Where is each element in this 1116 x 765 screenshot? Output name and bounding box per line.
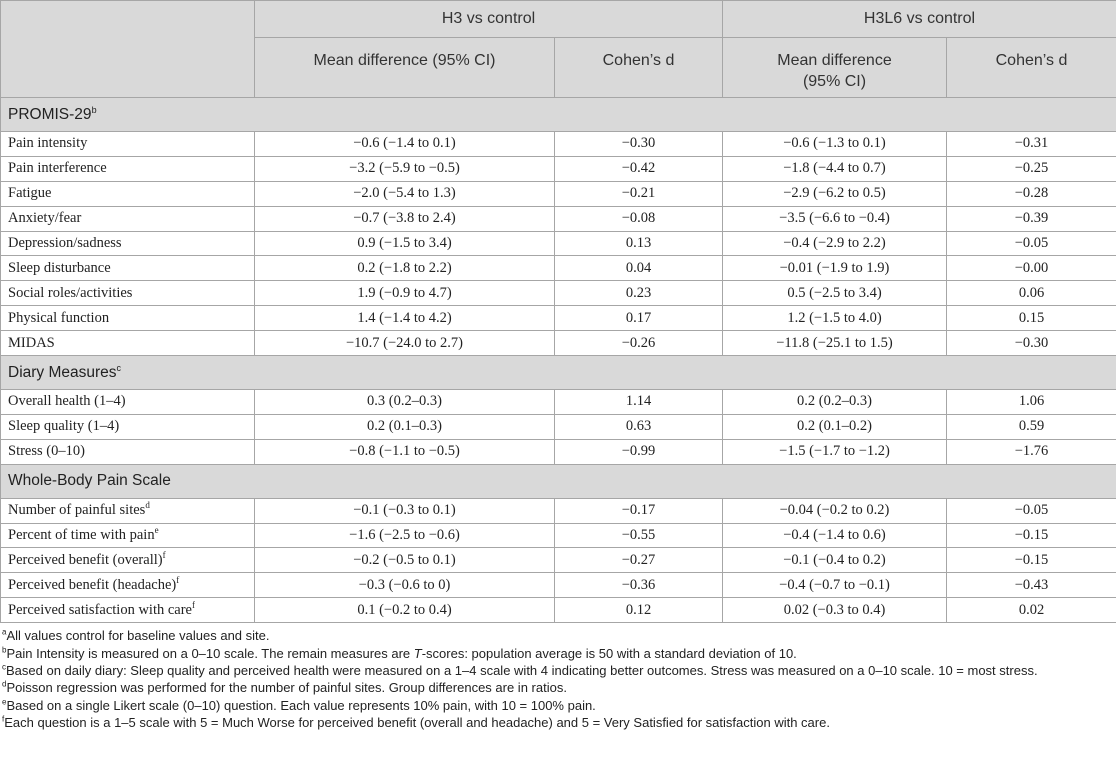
mean-diff-h3l6: −0.4 (−0.7 to −0.1)	[723, 573, 947, 598]
section-row	[1, 464, 1116, 498]
table-row	[1, 181, 1116, 206]
footnote-text: Pain Intensity is measured on a 0–10 scale. The remain measures are	[6, 645, 414, 661]
row-label	[1, 181, 255, 206]
table-row	[1, 132, 1116, 157]
cohens-d-h3: −0.21	[555, 181, 723, 206]
cohens-d-h3l6: −0.15	[947, 523, 1116, 548]
cohens-d-h3: 0.17	[555, 306, 723, 331]
col-header-d-h3: Cohen’s d	[555, 38, 723, 98]
row-label	[1, 414, 255, 439]
table-row	[1, 573, 1116, 598]
header-empty-cell	[1, 1, 255, 98]
table-row	[1, 498, 1116, 523]
footnote-ref: c	[116, 362, 122, 373]
cohens-d-h3l6: 0.06	[947, 281, 1116, 306]
cohens-d-h3: 0.63	[555, 414, 723, 439]
cohens-d-h3l6: −0.39	[947, 206, 1116, 231]
footnote-mark: b	[2, 645, 7, 655]
mean-diff-h3l6: −3.5 (−6.6 to −0.4)	[723, 206, 947, 231]
mean-diff-h3l6: 0.02 (−0.3 to 0.4)	[723, 598, 947, 623]
cohens-d-h3: −0.26	[555, 331, 723, 356]
mean-diff-h3l6: −0.4 (−1.4 to 0.6)	[723, 523, 947, 548]
group-header-h3l6: H3L6 vs control	[723, 1, 1116, 38]
row-label	[1, 206, 255, 231]
table-row	[1, 281, 1116, 306]
cohens-d-h3l6: −0.25	[947, 156, 1116, 181]
row-label-text: Perceived benefit (overall)	[8, 551, 163, 568]
row-label-text: Sleep disturbance	[8, 259, 111, 276]
row-label	[1, 231, 255, 256]
cohens-d-h3l6: 0.59	[947, 414, 1116, 439]
footnote-e	[2, 697, 1114, 714]
row-label-text: Depression/sadness	[8, 235, 122, 251]
mean-diff-h3l6: 0.2 (0.1–0.2)	[723, 414, 947, 439]
row-label-text: Perceived benefit (headache)	[8, 576, 177, 593]
mean-diff-h3: 1.9 (−0.9 to 4.7)	[255, 281, 555, 306]
row-label-text: Overall health (1–4)	[8, 393, 126, 410]
cohens-d-h3l6: 1.06	[947, 390, 1116, 415]
section-title: PROMIS-29	[8, 105, 92, 123]
row-label-text: Number of painful sites	[8, 502, 146, 519]
footnote-text: Each question is a 1–5 scale with 5 = Much Worse for perceived benefit (overall and headache) and 5 = Very Satisfied for satisfaction with care.	[4, 715, 830, 731]
mean-diff-h3l6: 1.2 (−1.5 to 4.0)	[723, 306, 947, 331]
col-header-mean-h3l6-line2: (95% CI)	[802, 73, 867, 90]
row-label	[1, 573, 255, 598]
footnote-mark: c	[2, 662, 6, 672]
mean-diff-h3: −0.3 (−0.6 to 0)	[255, 573, 555, 598]
footnote-text: -scores: population average is 50 with a standard deviation of 10.	[421, 645, 797, 661]
cohens-d-h3: −0.99	[555, 439, 723, 464]
cohens-d-h3l6: −0.30	[947, 331, 1116, 356]
cohens-d-h3l6: −1.76	[947, 439, 1116, 464]
table-row	[1, 598, 1116, 623]
mean-diff-h3l6: −0.04 (−0.2 to 0.2)	[723, 498, 947, 523]
row-label-text: Sleep quality (1–4)	[8, 418, 120, 435]
footnote-ref: d	[145, 500, 150, 511]
section-row	[1, 98, 1116, 132]
row-label	[1, 331, 255, 356]
footnote-mark: f	[2, 714, 5, 724]
group-header-h3: H3 vs control	[255, 1, 723, 38]
row-label	[1, 498, 255, 523]
mean-diff-h3: −0.2 (−0.5 to 0.1)	[255, 548, 555, 573]
footnote-mark: d	[2, 680, 7, 690]
mean-diff-h3: 1.4 (−1.4 to 4.2)	[255, 306, 555, 331]
mean-diff-h3: 0.2 (−1.8 to 2.2)	[255, 256, 555, 281]
cohens-d-h3: −0.27	[555, 548, 723, 573]
cohens-d-h3l6: −0.05	[947, 498, 1116, 523]
footnote-ref: f	[176, 574, 180, 585]
footnote-text: All values control for baseline values and site.	[6, 628, 270, 644]
table-row	[1, 206, 1116, 231]
footnote-text: Based on a single Likert scale (0–10) question. Each value represents 10% pain, with 10 = 100% pain.	[6, 697, 596, 713]
cohens-d-h3: 1.14	[555, 390, 723, 415]
col-header-mean-h3: Mean difference (95% CI)	[255, 38, 555, 98]
footnote-italic: T	[413, 645, 422, 661]
row-label	[1, 390, 255, 415]
row-label-text: Perceived satisfaction with care	[8, 601, 192, 618]
row-label-text: MIDAS	[8, 334, 55, 351]
row-label-text: Anxiety/fear	[8, 210, 82, 227]
mean-diff-h3l6: −0.1 (−0.4 to 0.2)	[723, 548, 947, 573]
mean-diff-h3l6: −1.5 (−1.7 to −1.2)	[723, 439, 947, 464]
mean-diff-h3l6: 0.2 (0.2–0.3)	[723, 390, 947, 415]
row-label	[1, 132, 255, 157]
table-row	[1, 523, 1116, 548]
footnote-b	[2, 645, 1114, 662]
cohens-d-h3: 0.12	[555, 598, 723, 623]
footnote-c	[2, 662, 1114, 679]
mean-diff-h3: −3.2 (−5.9 to −0.5)	[255, 156, 555, 181]
row-label-text: Pain interference	[8, 160, 107, 177]
footnote-text: Poisson regression was performed for the number of painful sites. Group differences are in ratios.	[6, 680, 567, 696]
row-label	[1, 439, 255, 464]
section-row	[1, 356, 1116, 390]
row-label-text: Physical function	[8, 309, 110, 326]
mean-diff-h3: −10.7 (−24.0 to 2.7)	[255, 331, 555, 356]
row-label	[1, 281, 255, 306]
mean-diff-h3: −0.8 (−1.1 to −0.5)	[255, 439, 555, 464]
row-label-text: Percent of time with pain	[8, 527, 155, 544]
cohens-d-h3l6: −0.28	[947, 181, 1116, 206]
footnote-ref: f	[192, 599, 195, 610]
table-row	[1, 331, 1116, 356]
cohens-d-h3: −0.17	[555, 498, 723, 523]
row-label-text: Fatigue	[8, 185, 52, 202]
section-header	[1, 98, 1116, 132]
footnote-mark: e	[2, 697, 7, 707]
footnotes	[0, 623, 1116, 731]
table-row	[1, 548, 1116, 573]
table-row	[1, 439, 1116, 464]
footnote-ref: f	[162, 550, 166, 561]
section-title: Whole-Body Pain Scale	[8, 472, 171, 490]
cohens-d-h3l6: 0.15	[947, 306, 1116, 331]
footnote-ref: b	[91, 104, 97, 115]
mean-diff-h3: −0.6 (−1.4 to 0.1)	[255, 132, 555, 157]
footnote-f	[2, 714, 1114, 731]
cohens-d-h3: −0.08	[555, 206, 723, 231]
mean-diff-h3: 0.1 (−0.2 to 0.4)	[255, 598, 555, 623]
row-label	[1, 598, 255, 623]
cohens-d-h3: −0.36	[555, 573, 723, 598]
cohens-d-h3l6: 0.02	[947, 598, 1116, 623]
mean-diff-h3l6: −11.8 (−25.1 to 1.5)	[723, 331, 947, 356]
footnote-d	[2, 679, 1114, 696]
cohens-d-h3: 0.04	[555, 256, 723, 281]
mean-diff-h3: −0.1 (−0.3 to 0.1)	[255, 498, 555, 523]
section-header	[1, 356, 1116, 390]
cohens-d-h3l6: −0.31	[947, 132, 1116, 157]
col-header-mean-h3l6-line1: Mean difference	[777, 52, 892, 69]
table-body	[1, 98, 1116, 623]
col-header-d-h3l6: Cohen’s d	[947, 38, 1116, 98]
footnote-a	[2, 627, 1114, 644]
row-label	[1, 256, 255, 281]
cohens-d-h3: −0.42	[555, 156, 723, 181]
cohens-d-h3: −0.30	[555, 132, 723, 157]
mean-diff-h3: −2.0 (−5.4 to 1.3)	[255, 181, 555, 206]
mean-diff-h3: 0.9 (−1.5 to 3.4)	[255, 231, 555, 256]
mean-diff-h3: 0.2 (0.1–0.3)	[255, 414, 555, 439]
row-label-text: Stress (0–10)	[8, 443, 85, 460]
table-row	[1, 256, 1116, 281]
cohens-d-h3: −0.55	[555, 523, 723, 548]
mean-diff-h3l6: −2.9 (−6.2 to 0.5)	[723, 181, 947, 206]
table-row	[1, 390, 1116, 415]
row-label	[1, 548, 255, 573]
cohens-d-h3: 0.13	[555, 231, 723, 256]
row-label	[1, 156, 255, 181]
cohens-d-h3l6: −0.15	[947, 548, 1116, 573]
row-label-text: Pain intensity	[8, 135, 88, 152]
table-row	[1, 306, 1116, 331]
footnote-ref: e	[154, 525, 159, 536]
table-row	[1, 414, 1116, 439]
mean-diff-h3: 0.3 (0.2–0.3)	[255, 390, 555, 415]
cohens-d-h3l6: −0.05	[947, 231, 1116, 256]
table-row	[1, 156, 1116, 181]
section-header	[1, 464, 1116, 498]
cohens-d-h3: 0.23	[555, 281, 723, 306]
footnote-text: Based on daily diary: Sleep quality and perceived health were measured on a 1–4 scale with 4 indicating better outcomes. Stress was measured on a 0–10 scale. 10 = most stress.	[6, 662, 1038, 678]
row-label	[1, 306, 255, 331]
mean-diff-h3l6: −0.4 (−2.9 to 2.2)	[723, 231, 947, 256]
col-header-mean-h3l6	[723, 38, 947, 98]
cohens-d-h3l6: −0.00	[947, 256, 1116, 281]
table-row	[1, 231, 1116, 256]
mean-diff-h3l6: −0.01 (−1.9 to 1.9)	[723, 256, 947, 281]
mean-diff-h3: −0.7 (−3.8 to 2.4)	[255, 206, 555, 231]
mean-diff-h3l6: −1.8 (−4.4 to 0.7)	[723, 156, 947, 181]
cohens-d-h3l6: −0.43	[947, 573, 1116, 598]
footnote-mark: a	[2, 627, 7, 637]
row-label-text: Social roles/activities	[8, 284, 133, 301]
section-title: Diary Measures	[8, 363, 117, 381]
mean-diff-h3l6: −0.6 (−1.3 to 0.1)	[723, 132, 947, 157]
row-label	[1, 523, 255, 548]
mean-diff-h3: −1.6 (−2.5 to −0.6)	[255, 523, 555, 548]
mean-diff-h3l6: 0.5 (−2.5 to 3.4)	[723, 281, 947, 306]
